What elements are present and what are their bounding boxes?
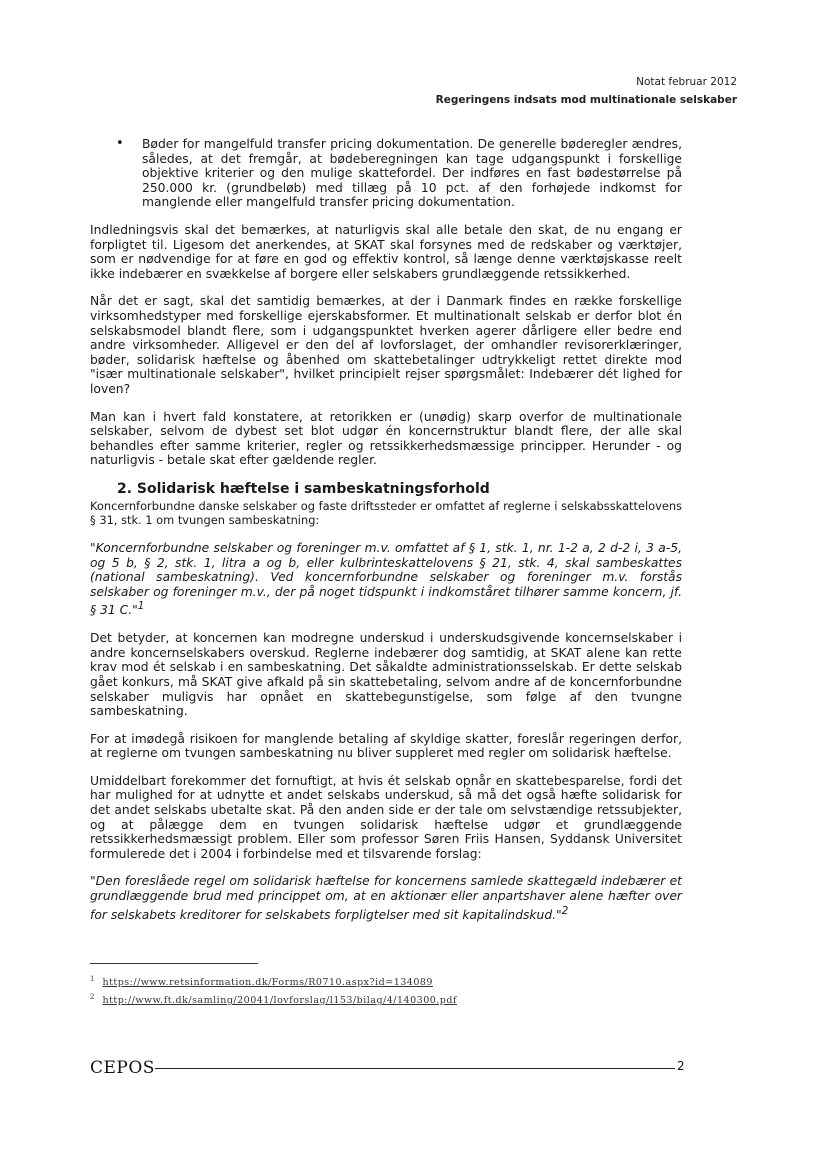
header-date: Notat februar 2012 xyxy=(636,76,737,88)
bullet-text: Bøder for mangelfuld transfer pricing dokumentation. De generelle bøderegler ændres, således, at det fremgår, at bødeberegningen kan tage udgangspunkt i forskellige objektive kriterier og den mulige skattefordel. Der indføres en fast bødestørrelse på 250.000 kr. (grundbeløb) med tillæg på 10 pct. af den forhøjede indkomst for manglende eller mangelfuld transfer pricing dokumentation. xyxy=(142,137,682,210)
paragraph-company-types: Når det er sagt, skal det samtidig bemærkes, at der i Danmark findes en række forskellige virksomhedstyper med forskellige ejerskabsformer. Et multinationalt selskab er derfor blot én selskabsmodel blandt flere, som i udgangspunktet hverken agerer dårligere eller bedre end andre virksomheder. Alligevel er den del af lovforslaget, der omhandler revisorerklæringer, bøder, solidarisk hæftelse og åbenhed om skattebetalinger udtrykkeligt rettet direkte mod "især multinationale selskaber", hvilket principielt rejser spørgsmålet: Indebærer dét lighed for loven? xyxy=(90,294,682,396)
footer-logo: CEPOS xyxy=(90,1058,155,1078)
paragraph-intro: Indledningsvis skal det bemærkes, at naturligvis skal alle betale den skat, de nu engang er forpligtet til. Ligesom det anerkendes, at SKAT skal forsynes med de redskaber og værktøjer, som er nødvendige for at føre en god og effektiv kontrol, så længe denne værktøjskasse reelt ikke indebærer en svækkelse af borgere eller selskabers grundlæggende retssikkerhed. xyxy=(90,222,682,281)
bullet-icon: • xyxy=(116,136,124,151)
bullet-item xyxy=(90,137,682,210)
paragraph-scope: Koncernforbundne danske selskaber og faste driftssteder er omfattet af reglerne i selskabsskattelovens § 31, stk. 1 om tvungen sambeskatning: xyxy=(90,498,682,528)
paragraph-consequence: Det betyder, at koncernen kan modregne underskud i underskudsgivende koncernselskaber i andre koncernselskabers overskud. Reglerne indebærer dog samtidig, at SKAT alene kan rette krav mod ét selskab i en sambeskatning. Det såkaldte administrationsselskab. Er dette selskab gået konkurs, må SKAT give afkald på sin skattebetaling, selvom andre af de koncernforbundne selskaber muligvis har opnået en skattebegunstigelse, som følge af den tvungne sambeskatning. xyxy=(90,631,682,719)
paragraph-principle: Umiddelbart forekommer det fornuftigt, at hvis ét selskab opnår en skattebesparelse, fordi det har mulighed for at udnytte et andet selskabs underskud, så må det også hæfte solidarisk for det andet selskabs ubetalte skat. På den anden side er der tale om selvstændige retssubjekter, og at pålægge dem en tvungen solidarisk hæftelse udgør et grundlæggende retssikkerhedsmæssigt problem. Eller som professor Søren Friis Hansen, Syddansk Universitet formulerede det i 2004 i forbindelse med et tilsvarende forslag: xyxy=(90,773,682,861)
paragraph-proposal: For at imødegå risikoen for manglende betaling af skyldige skatter, foreslår regeringen derfor, at reglerne om tvungen sambeskatning nu bliver suppleret med regler om solidarisk hæftelse. xyxy=(90,731,682,761)
footnotes xyxy=(90,972,650,1008)
quote-law xyxy=(90,541,682,618)
header-title: Regeringens indsats mod multinationale selskaber xyxy=(435,94,737,106)
footnote-1 xyxy=(90,972,650,990)
footnote-number: 2 xyxy=(90,993,95,1002)
footnote-link[interactable]: http://www.ft.dk/samling/20041/lovforslag/l153/bilag/4/140300.pdf xyxy=(102,995,457,1007)
footnote-2 xyxy=(90,990,650,1008)
footnote-link[interactable]: https://www.retsinformation.dk/Forms/R0710.aspx?id=134089 xyxy=(102,977,433,989)
footer-divider xyxy=(155,1068,675,1069)
paragraph-rhetoric: Man kan i hvert fald konstatere, at retorikken er (unødig) skarp overfor de multinationale selskaber, selvom de dybest set blot udgør én koncernstruktur blandt flere, der alle skal behandles efter samme kriterier, regler og retssikkerhedsmæssige principper. Herunder - og naturligvis - betale skat efter gældende regler. xyxy=(90,409,682,468)
document-body xyxy=(90,137,682,935)
quote-professor xyxy=(90,874,682,922)
section-heading: 2. Solidarisk hæftelse i sambeskatningsforhold xyxy=(117,480,490,497)
footnote-ref-1: 1 xyxy=(137,600,145,613)
quote-law-text: "Koncernforbundne selskaber og foreninger m.v. omfattet af § 1, stk. 1, nr. 1-2 a, 2 d-2 i, 3 a-5, og 5 b, § 2, stk. 1, litra a og b, eller kulbrinteskattelovens § 21, stk. 4, skal sambeskattes (national sambeskatning). Ved koncernforbundne selskaber og foreninger m.v. forstås selskaber og foreninger m.v., der på noget tidspunkt i indkomståret tilhører samme koncern, jf. § 31 C." xyxy=(90,541,682,618)
footnote-divider xyxy=(90,963,258,964)
footnote-number: 1 xyxy=(90,975,95,983)
footnote-ref-2: 2 xyxy=(561,904,569,917)
quote-professor-text: "Den foreslåede regel om solidarisk hæftelse for koncernens samlede skattegæld indebærer et grundlæggende brud med princippet om, at en aktionær eller anpartshaver alene hæfter over for selskabets kreditorer for selskabets forpligtelser med sit kapitalindskud." xyxy=(90,874,682,922)
page-number: 2 xyxy=(677,1059,685,1073)
